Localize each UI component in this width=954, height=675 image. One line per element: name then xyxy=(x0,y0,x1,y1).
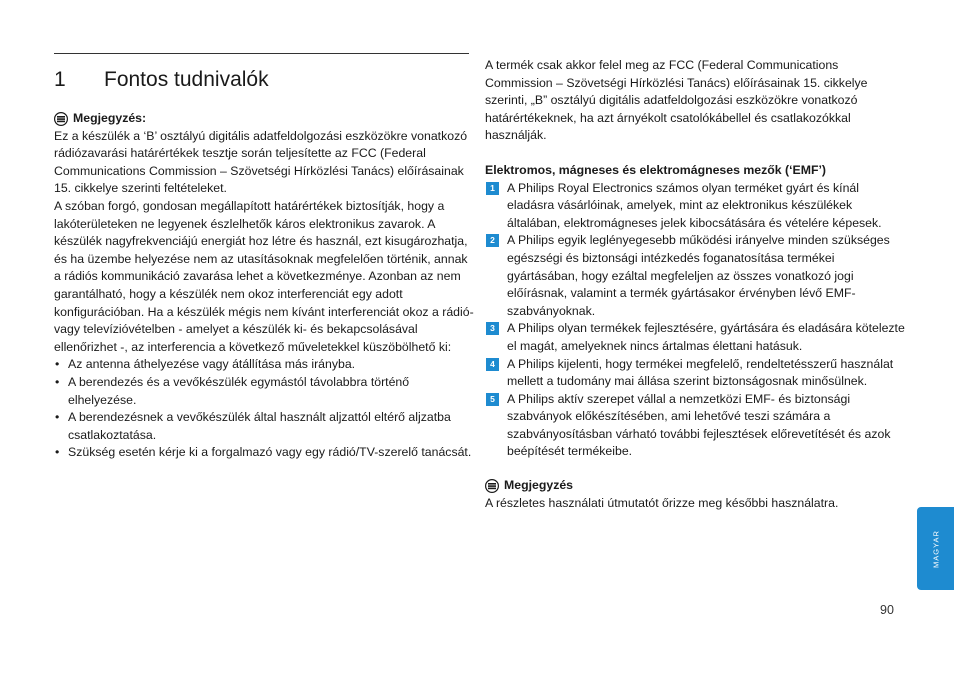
language-tab xyxy=(917,507,954,590)
chapter-title xyxy=(54,68,269,92)
emf-list xyxy=(485,180,905,462)
list-item xyxy=(485,391,905,461)
list-item-text: A Philips kijelenti, hogy termékei megfelelő, rendeltetésszerű használat mellett a tudomány mai állása szerint biztonságosnak minősülnek. xyxy=(507,356,894,389)
remedy-list xyxy=(54,356,474,462)
number-badge: 5 xyxy=(486,393,499,406)
chapter-number: 1 xyxy=(54,68,66,91)
note-heading-2 xyxy=(485,477,905,495)
chapter-title-text: Fontos tudnivalók xyxy=(104,68,269,91)
list-item xyxy=(485,232,905,320)
interference-paragraph: A szóban forgó, gondosan megállapított határértékek biztosítják, hogy a lakóterületeken ne legyenek észlelhetők káros elektronikus zavarok. A készülék nagyfrekvenciájú energiát hoz létre és használ, ezt kisugározhatja, és ha üzembe helyezése nem az utasításoknak megfelelően történik, annak a rádiós kommunikáció zavarása lehet a következménye. Azonban az nem garantálható, hogy a készülék nem okoz interferenciát egy adott konfigurációban. Ha a készülék mégis nem kívánt interferenciát okoz a rádió- vagy televízióvételben - amelyet a készülék ki- és bekapcsolásával ellenőrizhet -, az interferencia a következő műveletekkel küszöbölhető ki: xyxy=(54,198,474,354)
note-icon xyxy=(485,479,499,493)
list-item-text: A Philips olyan termékek fejlesztésére, gyártására és eladására kötelezte el magát, amelyeknek nincs ártalmas élettani hatásuk. xyxy=(507,321,905,353)
list-item: • A berendezés és a vevőkészülék egymástól távolabbra történő elhelyezése. xyxy=(54,374,474,409)
list-item: • Az antenna áthelyezése vagy átállítása más irányba. xyxy=(54,356,474,374)
number-badge: 3 xyxy=(486,322,499,335)
list-item: • A berendezésnek a vevőkészülék által használt aljzattól eltérő aljzatba csatlakoztatása. xyxy=(54,409,474,444)
left-column xyxy=(54,110,474,462)
list-item xyxy=(485,356,905,391)
number-badge: 1 xyxy=(486,182,499,195)
note-heading-text: Megjegyzés xyxy=(504,478,574,493)
note-heading xyxy=(54,110,474,128)
list-item: • Szükség esetén kérje ki a forgalmazó vagy egy rádió/TV-szerelő tanácsát. xyxy=(54,444,474,462)
note-heading-text: Megjegyzés: xyxy=(73,111,147,125)
note-icon xyxy=(54,112,68,126)
language-tab-label: MAGYAR xyxy=(931,529,940,568)
page-number: 90 xyxy=(880,603,894,617)
list-item-text: A Philips Royal Electronics számos olyan terméket gyárt és kínál eladásra vásárlóinak, amelyek, mint az elektronikus készülékek általában, elektromágneses jelek kibocsátására és vételére képesek. xyxy=(507,180,882,230)
list-item-text: A Philips aktív szerepet vállal a nemzetközi EMF- és biztonsági szabványok előkészítésében, ami lehetővé teszi számára a szabványosításban várható további fejlesztések előrevetítését és azok beépítését termékeibe. xyxy=(507,391,891,459)
note-text: A részletes használati útmutatót őrizze meg későbbi használatra. xyxy=(485,495,839,510)
fcc-shielding-paragraph: A termék csak akkor felel meg az FCC (Federal Communications Commission – Szövetségi Hírközlési Tanács) előírásainak 15. cikkelye szerinti, „B” osztályú digitális adatfeldolgozási eszközökre vonatkozó határértékeknek, ha azt árnyékolt csatolókábellel és csatlakozókkal használják. xyxy=(485,58,868,143)
list-item-text: A Philips egyik leglényegesebb működési irányelve minden szükséges egészségi és biztonsági intézkedés foganatosítása termékei gyártásában, hogy ezáltal megfeleljen az összes vonatkozó jogi előírásnak, valamint a termék gyártásakor érvényben lévő EMF-szabványoknak. xyxy=(507,233,890,318)
emf-heading: Elektromos, mágneses és elektromágneses mezők (‘EMF’) xyxy=(485,162,827,177)
fcc-paragraph: Ez a készülék a ‘B’ osztályú digitális adatfeldolgozási eszközökre vonatkozó rádiózavarási határértékek tesztje során teljesítette az FCC (Federal Communications Commission – Szövetségi Hírközlési Tanács) előírásainak 15. cikkelye szerinti feltételeket. xyxy=(54,128,468,196)
right-column xyxy=(485,57,905,512)
header-rule xyxy=(54,53,469,54)
list-item xyxy=(485,320,905,355)
number-badge: 2 xyxy=(486,234,499,247)
number-badge: 4 xyxy=(486,358,499,371)
list-item xyxy=(485,180,905,233)
